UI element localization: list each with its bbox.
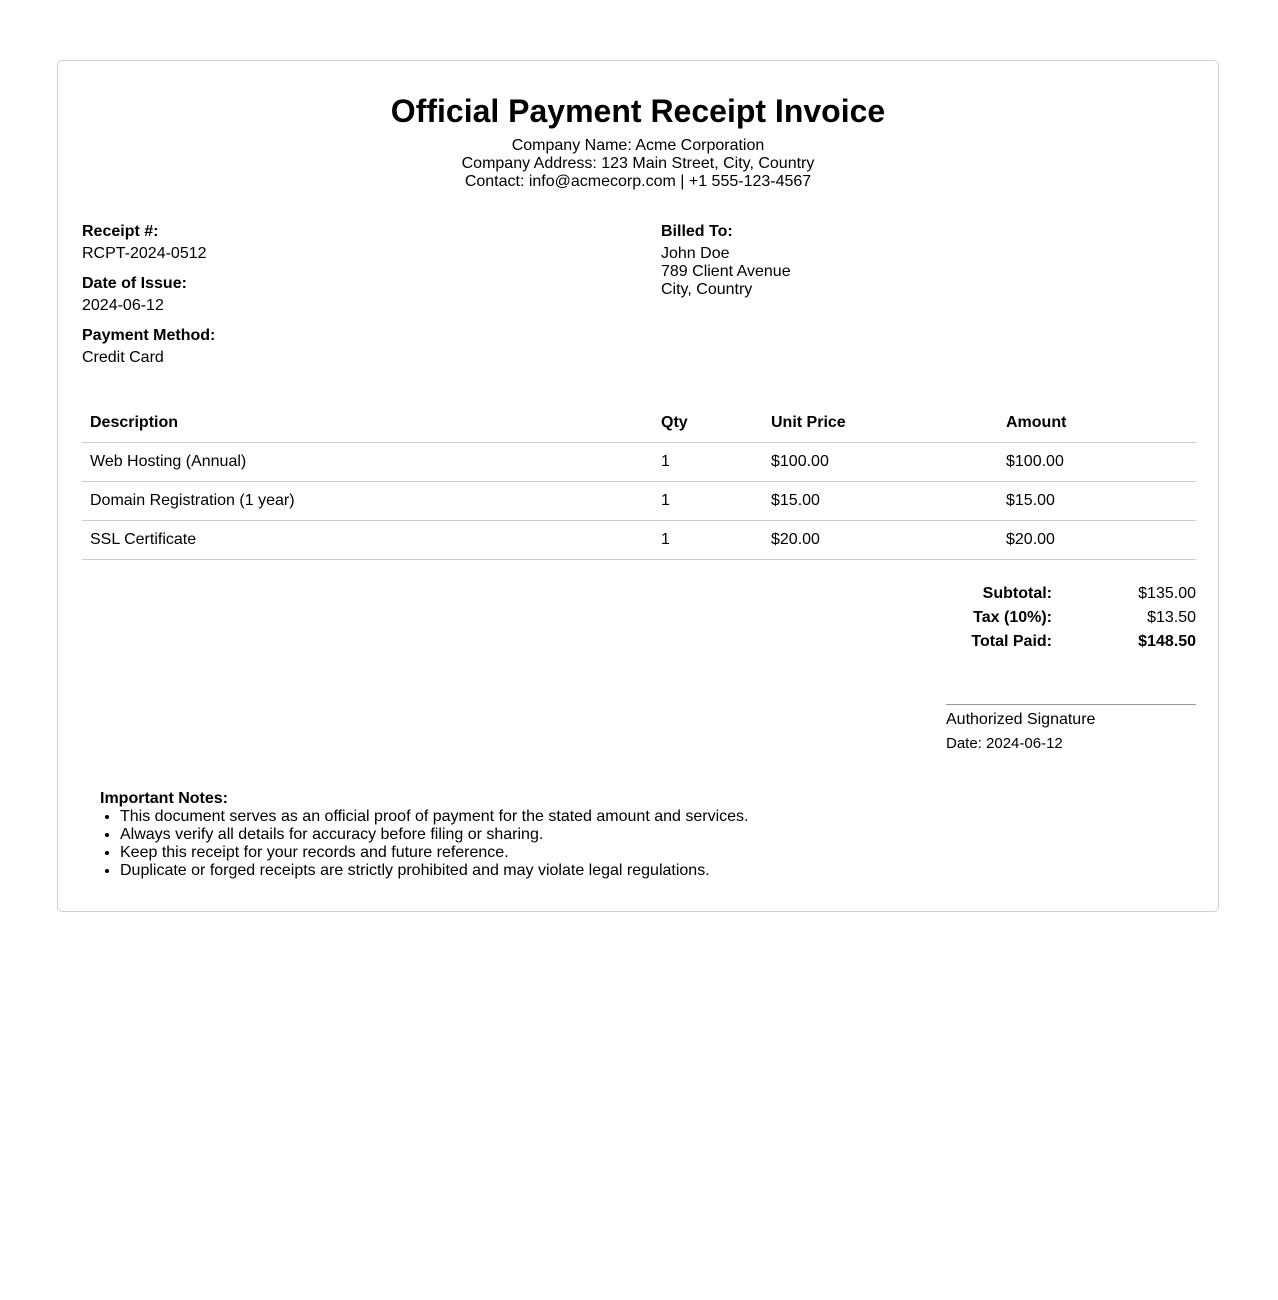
- billed-to-name: John Doe: [661, 245, 730, 262]
- cell-qty: 1: [653, 521, 763, 560]
- receipt-number-value: RCPT-2024-0512: [82, 245, 207, 262]
- receipt-details: [82, 223, 215, 379]
- payment-method-value: Credit Card: [82, 349, 164, 366]
- billed-to-city: City, Country: [661, 281, 753, 298]
- column-header-qty: Qty: [653, 403, 763, 443]
- list-item: • Keep this receipt for your records and future reference.: [120, 844, 748, 862]
- signature-date: Date: 2024-06-12: [946, 735, 1063, 752]
- subtotal-value: $135.00: [1138, 585, 1196, 602]
- cell-qty: 1: [653, 482, 763, 521]
- cell-amount: $100.00: [998, 443, 1196, 482]
- date-of-issue-value: 2024-06-12: [82, 297, 164, 314]
- signature-block: [946, 704, 1196, 753]
- cell-unit-price: $100.00: [763, 443, 998, 482]
- list-item: • Duplicate or forged receipts are strictly prohibited and may violate legal regulations.: [120, 862, 748, 880]
- cell-amount: $15.00: [998, 482, 1196, 521]
- billed-to: [661, 223, 791, 299]
- receipt-number-field: [82, 223, 215, 263]
- notes-title: Important Notes:: [100, 790, 228, 807]
- date-of-issue-field: [82, 275, 215, 315]
- company-address: Company Address: 123 Main Street, City, Country: [461, 155, 815, 172]
- signature-label: Authorized Signature: [946, 711, 1096, 728]
- receipt-header: [58, 61, 1218, 191]
- company-info: [58, 137, 1218, 191]
- column-header-description: Description: [82, 403, 653, 443]
- cell-amount: $20.00: [998, 521, 1196, 560]
- table-row: [82, 443, 1196, 482]
- receipt-number-label: Receipt #:: [82, 223, 159, 240]
- line-items-table: [82, 403, 1196, 560]
- payment-method-label: Payment Method:: [82, 327, 216, 344]
- page-title: Official Payment Receipt Invoice: [390, 93, 886, 129]
- table-row: [82, 521, 1196, 560]
- cell-description: SSL Certificate: [82, 521, 653, 560]
- signature-line: [946, 704, 1196, 705]
- receipt-card: [57, 60, 1219, 912]
- important-notes: [100, 790, 748, 880]
- cell-description: Web Hosting (Annual): [82, 443, 653, 482]
- tax-label: Tax (10%):: [973, 609, 1052, 626]
- total-paid-value: $148.50: [1138, 633, 1196, 650]
- total-paid-row: [82, 630, 1196, 654]
- billed-to-street: 789 Client Avenue: [661, 263, 791, 280]
- company-contact: Contact: info@acmecorp.com | +1 555-123-4567: [464, 173, 812, 190]
- list-item: • This document serves as an official proof of payment for the stated amount and services.: [120, 808, 748, 826]
- company-name: Company Name: Acme Corporation: [511, 137, 765, 154]
- cell-description: Domain Registration (1 year): [82, 482, 653, 521]
- totals-summary: [82, 582, 1196, 654]
- column-header-amount: Amount: [998, 403, 1196, 443]
- cell-unit-price: $20.00: [763, 521, 998, 560]
- subtotal-row: [82, 582, 1196, 606]
- subtotal-label: Subtotal:: [982, 585, 1052, 602]
- billed-to-label: Billed To:: [661, 223, 733, 240]
- total-paid-label: Total Paid:: [971, 633, 1052, 650]
- notes-list: [100, 808, 748, 880]
- column-header-unit-price: Unit Price: [763, 403, 998, 443]
- cell-qty: 1: [653, 443, 763, 482]
- tax-row: [82, 606, 1196, 630]
- tax-value: $13.50: [1147, 609, 1196, 626]
- date-of-issue-label: Date of Issue:: [82, 275, 187, 292]
- billed-to-address: [661, 245, 791, 299]
- list-item: • Always verify all details for accuracy before filing or sharing.: [120, 826, 748, 844]
- table-header-row: [82, 403, 1196, 443]
- cell-unit-price: $15.00: [763, 482, 998, 521]
- payment-method-field: [82, 327, 215, 367]
- table-row: [82, 482, 1196, 521]
